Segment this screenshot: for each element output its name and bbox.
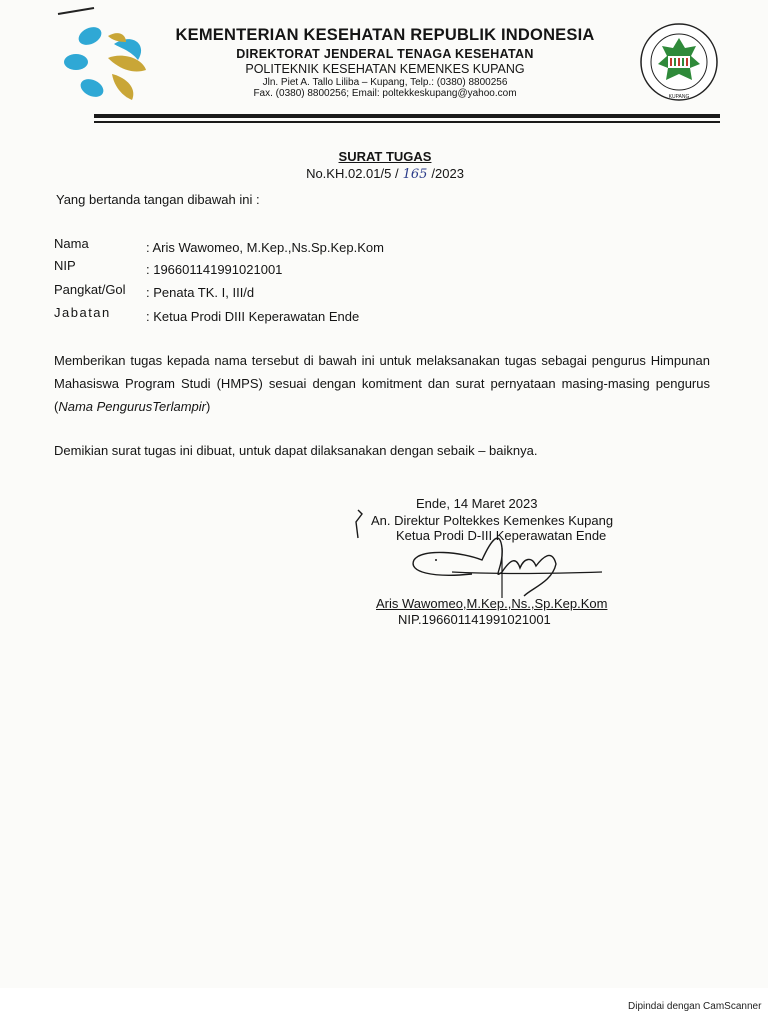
letter-intro: Yang bertanda tangan dibawah ini : xyxy=(56,192,260,207)
letter-body xyxy=(54,349,710,418)
signature-on-behalf: An. Direktur Poltekkes Kemenkes Kupang xyxy=(371,513,614,528)
field-label-nama: Nama xyxy=(54,236,89,251)
signature-place-date: Ende, 14 Maret 2023 xyxy=(416,496,538,511)
letter-body-text: Memberikan tugas kepada nama tersebut di bawah ini untuk melaksanakan tugas sebagai pengurus Himpunan Mahasiswa Program Studi (HMPS) sesuai dengan komitment dan surat pernyataan masing-masing pengurus ( xyxy=(54,353,710,414)
field-value-jabatan: : Ketua Prodi DIII Keperawatan Ende xyxy=(146,309,360,324)
institution-address: Jln. Piet A. Tallo Liliba – Kupang, Telp.: (0380) 8800256 xyxy=(262,77,508,88)
letter-title: SURAT TUGAS xyxy=(338,149,432,164)
header-rule-thick xyxy=(94,114,720,118)
letter-number xyxy=(250,166,520,182)
header-rule-thin xyxy=(94,121,720,123)
field-label-jabatan: Jabatan xyxy=(54,305,111,320)
letter-title-block xyxy=(250,149,520,182)
institution-contact: Fax. (0380) 8800256; Email: poltekkeskupang@yahoo.com xyxy=(253,88,517,99)
letter-number-prefix: No.KH.02.01/5 / xyxy=(306,166,399,181)
handwritten-signature xyxy=(352,508,612,608)
poltekkes-seal-icon xyxy=(638,18,720,106)
kemenkes-logo-icon xyxy=(62,14,154,108)
seal-caption: KUPANG xyxy=(668,94,690,100)
letter-closing: Demikian surat tugas ini dibuat, untuk dapat dilaksanakan dengan sebaik – baiknya. xyxy=(54,443,538,458)
signature-position: Ketua Prodi D-III Keperawatan Ende xyxy=(396,528,607,543)
field-label-pangkat: Pangkat/Gol xyxy=(54,282,126,297)
ministry-name: KEMENTERIAN KESEHATAN REPUBLIK INDONESIA xyxy=(175,26,595,44)
signatory-name: Aris Wawomeo,M.Kep.,Ns.,Sp.Kep.Kom xyxy=(376,596,608,611)
letter-body-end: ) xyxy=(205,399,211,414)
letter-body-italic: Nama PengurusTerlampir xyxy=(58,399,206,414)
field-value-nip: : 196601141991021001 xyxy=(146,262,283,277)
directorate-name: DIREKTORAT JENDERAL TENAGA KESEHATAN xyxy=(236,47,534,61)
letterhead-text xyxy=(150,26,620,99)
letter-number-suffix: /2023 xyxy=(431,166,464,181)
institution-name: POLITEKNIK KESEHATAN KEMENKES KUPANG xyxy=(245,62,525,76)
scanner-watermark: Dipindai dengan CamScanner xyxy=(628,1001,762,1012)
letter-number-handwritten: 165 xyxy=(402,167,428,182)
field-label-nip: NIP xyxy=(54,258,76,273)
field-value-nama: : Aris Wawomeo, M.Kep.,Ns.Sp.Kep.Kom xyxy=(146,240,384,255)
signatory-nip: NIP.196601141991021001 xyxy=(398,612,551,627)
field-value-pangkat: : Penata TK. I, III/d xyxy=(146,285,255,300)
